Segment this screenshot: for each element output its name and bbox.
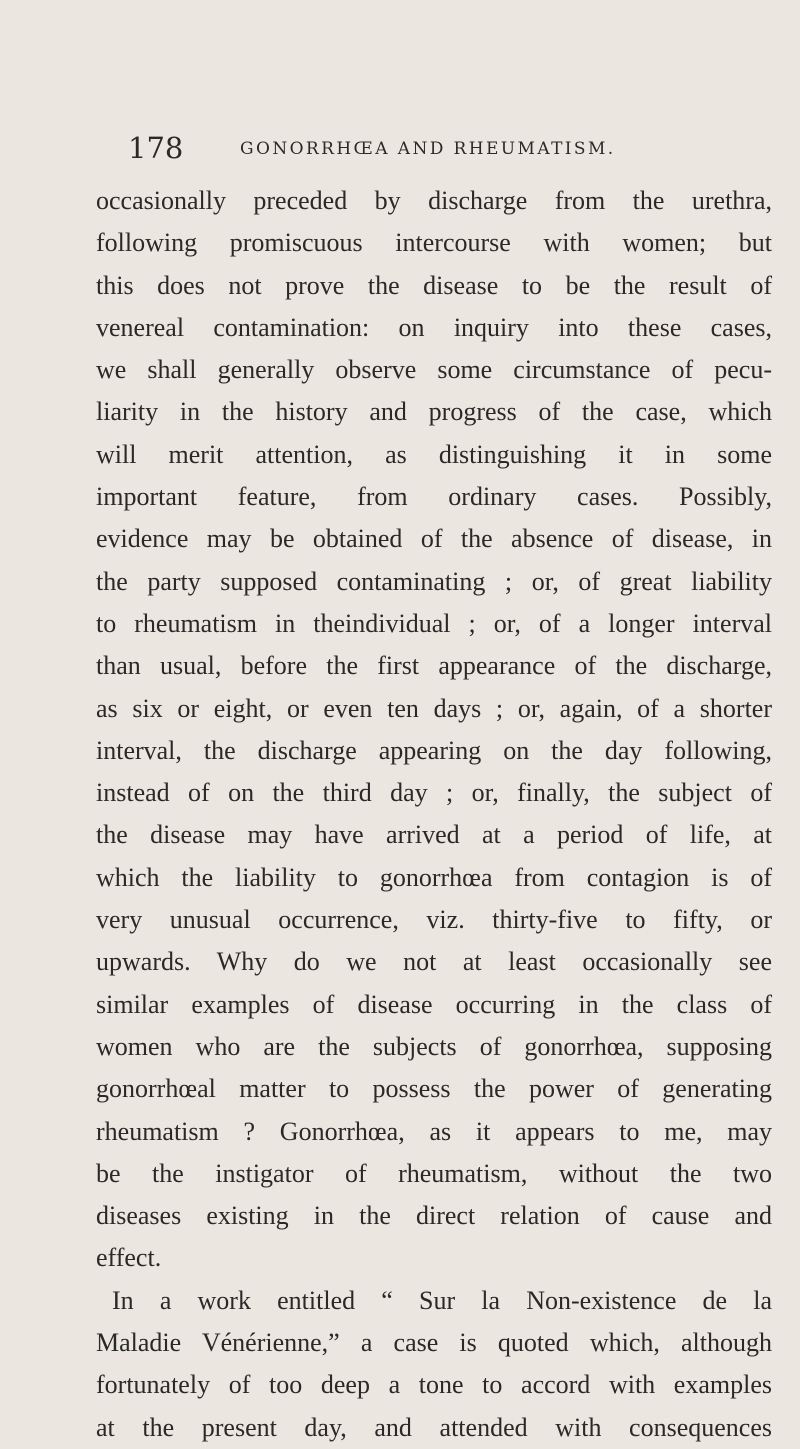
text-line: occasionally preceded by discharge from the urethra, [96, 186, 772, 215]
text-line: as six or eight, or even ten days ; or, again, of a shorter [96, 693, 772, 723]
text-line: In a work entitled “ Sur la Non-existence de la [112, 1285, 772, 1315]
text-line: similar examples of disease occurring in the class of [96, 989, 772, 1019]
text-line: instead of on the third day ; or, finally, the subject of [96, 778, 772, 808]
text-line: fortunately of too deep a tone to accord with examples [96, 1370, 772, 1400]
text-line: venereal contamination: on inquiry into these cases, [96, 312, 772, 342]
text-line: this does not prove the disease to be the result of [96, 270, 772, 300]
running-title: GONORRHŒA AND RHEUMATISM. [240, 139, 616, 159]
text-line: liarity in the history and progress of the case, which [96, 397, 772, 427]
text-line: interval, the discharge appearing on the day following, [96, 735, 772, 765]
text-line: very unusual occurrence, viz. thirty-five to fifty, or [96, 905, 772, 935]
body-text [96, 180, 772, 1449]
text-line: be the instigator of rheumatism, without the two [96, 1158, 772, 1188]
text-line: evidence may be obtained of the absence of disease, in [96, 524, 772, 554]
text-line: will merit attention, as distinguishing it in some [96, 439, 772, 469]
text-line: rheumatism ? Gonorrhœa, as it appears to me, may [96, 1116, 772, 1146]
text-line: effect. [96, 1243, 162, 1273]
text-line: Maladie Vénérienne,” a case is quoted which, although [96, 1328, 772, 1358]
text-line: the party supposed contaminating ; or, of great liability [96, 566, 772, 596]
text-line: diseases existing in the direct relation of cause and [96, 1201, 772, 1231]
text-line: gonorrhœal matter to possess the power of generating [96, 1074, 772, 1104]
text-line: women who are the subjects of gonorrhœa, supposing [96, 1031, 772, 1061]
text-line: the disease may have arrived at a period of life, at [96, 820, 772, 850]
text-line: we shall generally observe some circumstance of pecu- [96, 355, 772, 385]
running-head [128, 128, 778, 168]
text-line: following promiscuous intercourse with women; but [96, 228, 772, 258]
text-line: upwards. Why do we not at least occasionally see [96, 947, 772, 977]
text-line: than usual, before the first appearance of the discharge, [96, 651, 772, 681]
page-number: 178 [128, 131, 184, 165]
text-line: to rheumatism in theindividual ; or, of a longer interval [96, 608, 772, 638]
text-line: important feature, from ordinary cases. Possibly, [96, 482, 772, 512]
text-line: which the liability to gonorrhœa from contagion is of [96, 862, 772, 892]
text-line: at the present day, and attended with consequences [96, 1412, 772, 1442]
